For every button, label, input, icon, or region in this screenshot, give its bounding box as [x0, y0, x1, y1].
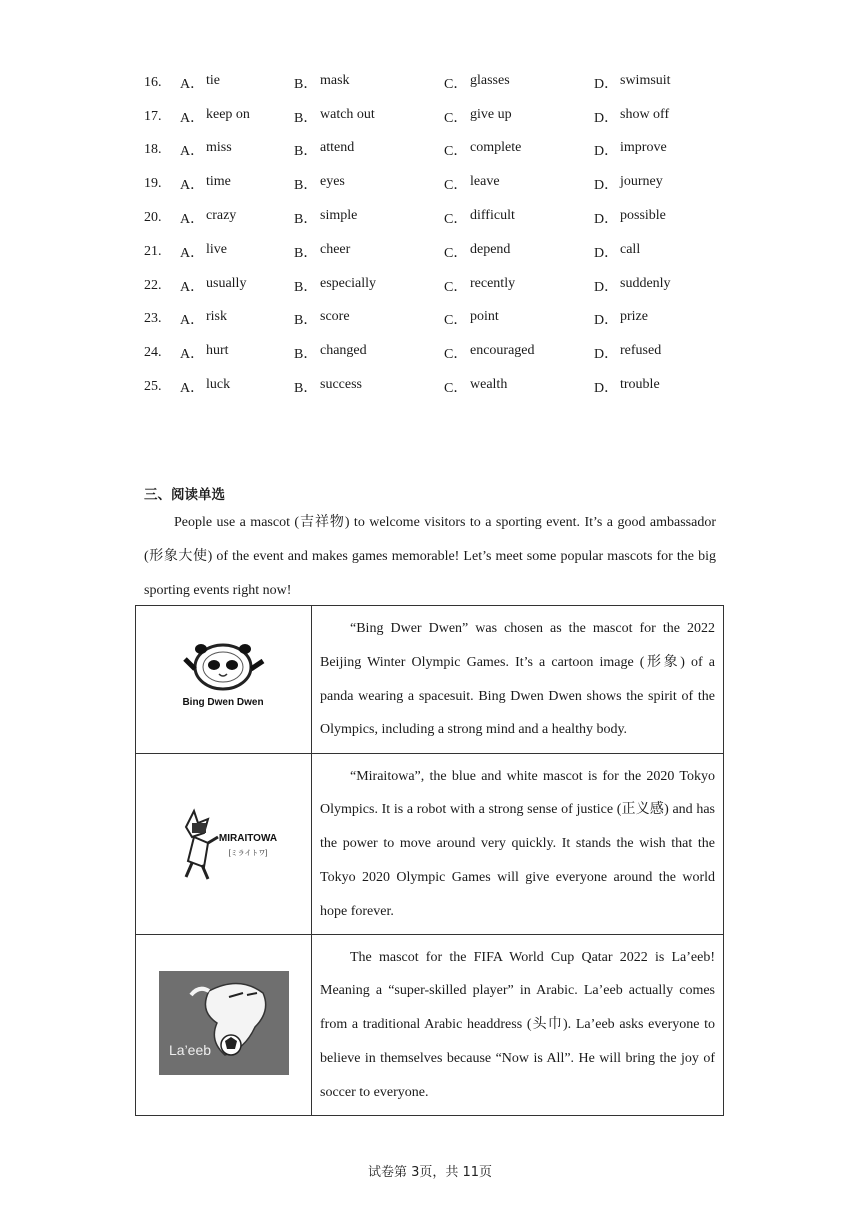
option-text: suddenly [620, 275, 671, 291]
question-row-20 [144, 201, 744, 235]
option-a [180, 174, 294, 194]
option-text: hurt [206, 343, 229, 359]
option-b [294, 174, 444, 194]
option-c [444, 309, 594, 329]
option-text: journey [620, 174, 663, 190]
option-c [444, 242, 594, 262]
option-b [294, 242, 444, 262]
option-text: glasses [470, 72, 510, 88]
option-a [180, 343, 294, 363]
option-a [180, 242, 294, 262]
reading-intro-paragraph [144, 506, 716, 608]
robot-arm [208, 837, 218, 843]
option-a [180, 276, 294, 296]
question-row-23 [144, 303, 744, 337]
option-a [180, 73, 294, 93]
option-letter: C． [444, 313, 468, 329]
question-number: 16. [144, 74, 162, 90]
option-b [294, 208, 444, 228]
panda-ear-left [195, 644, 207, 654]
option-text: prize [620, 309, 648, 325]
question-row-16 [144, 66, 744, 100]
option-c [444, 276, 594, 296]
option-letter: D． [594, 110, 619, 126]
panda-ear-right [239, 644, 251, 654]
option-letter: C． [444, 347, 468, 363]
panda-eye-right [226, 660, 238, 670]
option-text: leave [470, 174, 500, 190]
option-c [444, 208, 594, 228]
question-row-25 [144, 370, 744, 404]
option-letter: C． [444, 144, 468, 160]
laeeb-image [159, 971, 289, 1075]
option-text: crazy [206, 208, 237, 224]
question-number: 21. [144, 243, 162, 259]
question-number: 23. [144, 311, 162, 327]
option-c [444, 107, 594, 127]
robot-body [188, 837, 208, 867]
option-text: give up [470, 106, 512, 122]
option-c [444, 73, 594, 93]
option-text: show off [620, 106, 670, 122]
option-b [294, 73, 444, 93]
option-text: usually [206, 275, 247, 291]
option-text: encouraged [470, 343, 535, 359]
option-text: refused [620, 343, 662, 359]
option-letter: A． [180, 212, 205, 228]
option-text: watch out [320, 106, 375, 122]
question-number: 17. [144, 108, 162, 124]
mascot-description-cell [312, 935, 724, 1116]
option-b [294, 140, 444, 160]
question-row-21 [144, 235, 744, 269]
option-letter: B． [294, 144, 318, 160]
table-row [136, 606, 724, 754]
question-number: 18. [144, 142, 162, 158]
table-row [136, 935, 724, 1116]
option-letter: B． [294, 245, 318, 261]
option-a [180, 140, 294, 160]
option-c [444, 174, 594, 194]
option-a [180, 107, 294, 127]
option-b [294, 107, 444, 127]
option-letter: A． [180, 178, 205, 194]
option-b [294, 377, 444, 397]
option-letter: C． [444, 245, 468, 261]
question-row-17 [144, 100, 744, 134]
option-letter: D． [594, 313, 619, 329]
option-d [594, 73, 724, 93]
option-letter: B． [294, 279, 318, 295]
reading-intro-text: People use a mascot (吉祥物) to welcome visitors to a sporting event. It’s a good ambassador (形象大使) of the event and makes games memorable! Let’s meet some popular mascots for the big sporting events right now! [144, 515, 716, 598]
option-text: changed [320, 343, 367, 359]
option-text: cheer [320, 241, 351, 257]
option-letter: D． [594, 178, 619, 194]
option-c [444, 140, 594, 160]
panda-arm-right [251, 661, 263, 669]
section-title: 三、阅读单选 [144, 487, 225, 503]
option-d [594, 174, 724, 194]
robot-visor [192, 823, 206, 833]
question-number: 22. [144, 277, 162, 293]
option-b [294, 343, 444, 363]
option-letter: A． [180, 347, 205, 363]
mascot-description: The mascot for the FIFA World Cup Qatar 2022 is La’eeb! Meaning a “super-skilled player” in Arabic. La’eeb actually comes from a traditional Arabic headdress (头巾). La’eeb asks everyone to believe in themselves because “Now is All”. He will bring the joy of soccer to everyone. [320, 949, 715, 1100]
option-text: point [470, 309, 499, 325]
option-letter: A． [180, 313, 205, 329]
option-letter: D． [594, 144, 619, 160]
question-row-24 [144, 336, 744, 370]
option-text: keep on [206, 106, 250, 122]
mascot-image-label: La’eeb [168, 1041, 211, 1058]
option-text: luck [206, 377, 231, 393]
option-text: eyes [320, 174, 345, 190]
option-letter: C． [444, 76, 468, 92]
option-text: live [206, 241, 227, 257]
option-letter: D． [594, 212, 619, 228]
option-text: trouble [620, 377, 660, 393]
question-number: 25. [144, 379, 162, 395]
option-text: depend [470, 241, 511, 257]
option-letter: C． [444, 110, 468, 126]
option-text: tie [206, 72, 220, 88]
option-letter: C． [444, 279, 468, 295]
question-row-19 [144, 167, 744, 201]
option-letter: D． [594, 76, 619, 92]
miraitowa-image [164, 797, 284, 887]
option-letter: B． [294, 76, 318, 92]
option-b [294, 276, 444, 296]
option-text: complete [470, 140, 522, 156]
mascot-description: “Bing Dwer Dwen” was chosen as the mascot for the 2022 Beijing Winter Olympic Games. It’s a cartoon image (形象) of a panda wearing a spacesuit. Bing Dwen Dwen shows the spirit of the Olympics, including a strong mind and a healthy body. [320, 620, 715, 738]
option-letter: B． [294, 212, 318, 228]
option-letter: B． [294, 347, 318, 363]
page-footer: 试卷第 3页，共 11页 [367, 1165, 493, 1180]
option-text: risk [206, 309, 227, 325]
table-row [136, 754, 724, 935]
option-letter: D． [594, 347, 619, 363]
option-text: recently [470, 275, 516, 291]
option-letter: A． [180, 279, 205, 295]
panda-arm-left [185, 659, 195, 669]
option-text: score [320, 309, 350, 325]
mascot-description-cell [312, 754, 724, 935]
option-letter: B． [294, 178, 318, 194]
option-a [180, 309, 294, 329]
mascot-description: “Miraitowa”, the blue and white mascot is for the 2020 Tokyo Olympics. It is a robot with a strong sense of justice (正义感) and has the power to move around very quickly. It stands the wish that the Tokyo 2020 Olympic Games will give everyone around the world hope forever. [320, 768, 715, 919]
option-letter: A． [180, 76, 205, 92]
option-d [594, 107, 724, 127]
option-text: possible [620, 208, 666, 224]
mascot-image-cell [136, 754, 312, 935]
answer-options-list [144, 66, 744, 404]
mascot-description-cell [312, 606, 724, 754]
question-number: 24. [144, 345, 162, 361]
option-letter: C． [444, 381, 468, 397]
option-a [180, 208, 294, 228]
option-text: wealth [470, 377, 508, 393]
option-letter: C． [444, 178, 468, 194]
option-d [594, 242, 724, 262]
option-d [594, 208, 724, 228]
option-d [594, 377, 724, 397]
option-letter: B． [294, 381, 318, 397]
option-text: time [206, 174, 231, 190]
option-text: success [320, 377, 362, 393]
question-row-22 [144, 269, 744, 303]
option-text: call [620, 241, 641, 257]
bing-dwen-dwen-image [169, 637, 279, 717]
option-letter: B． [294, 110, 318, 126]
panda-eye-left [208, 660, 220, 670]
option-letter: C． [444, 212, 468, 228]
option-text: difficult [470, 208, 515, 224]
option-letter: A． [180, 381, 205, 397]
option-d [594, 140, 724, 160]
option-b [294, 309, 444, 329]
option-letter: D． [594, 279, 619, 295]
option-letter: A． [180, 110, 205, 126]
option-text: simple [320, 208, 358, 224]
mascot-image-label: MIRAITOWA [218, 832, 277, 844]
option-a [180, 377, 294, 397]
option-c [444, 343, 594, 363]
question-number: 20. [144, 210, 162, 226]
option-text: attend [320, 140, 355, 156]
option-text: mask [320, 72, 350, 88]
question-row-18 [144, 134, 744, 168]
mascot-image-sublabel: [ミライトワ] [228, 849, 267, 857]
option-letter: B． [294, 313, 318, 329]
mascot-image-cell [136, 606, 312, 754]
option-text: miss [206, 140, 232, 156]
option-letter: A． [180, 144, 205, 160]
option-c [444, 377, 594, 397]
option-text: swimsuit [620, 72, 671, 88]
option-d [594, 309, 724, 329]
option-letter: D． [594, 245, 619, 261]
mascot-image-label: Bing Dwen Dwen [181, 697, 264, 708]
option-letter: A． [180, 245, 205, 261]
mascot-image-cell [136, 935, 312, 1116]
option-d [594, 276, 724, 296]
question-number: 19. [144, 176, 162, 192]
option-letter: D． [594, 381, 619, 397]
mascot-table [135, 605, 724, 1116]
option-text: especially [320, 275, 376, 291]
option-text: improve [620, 140, 667, 156]
option-d [594, 343, 724, 363]
